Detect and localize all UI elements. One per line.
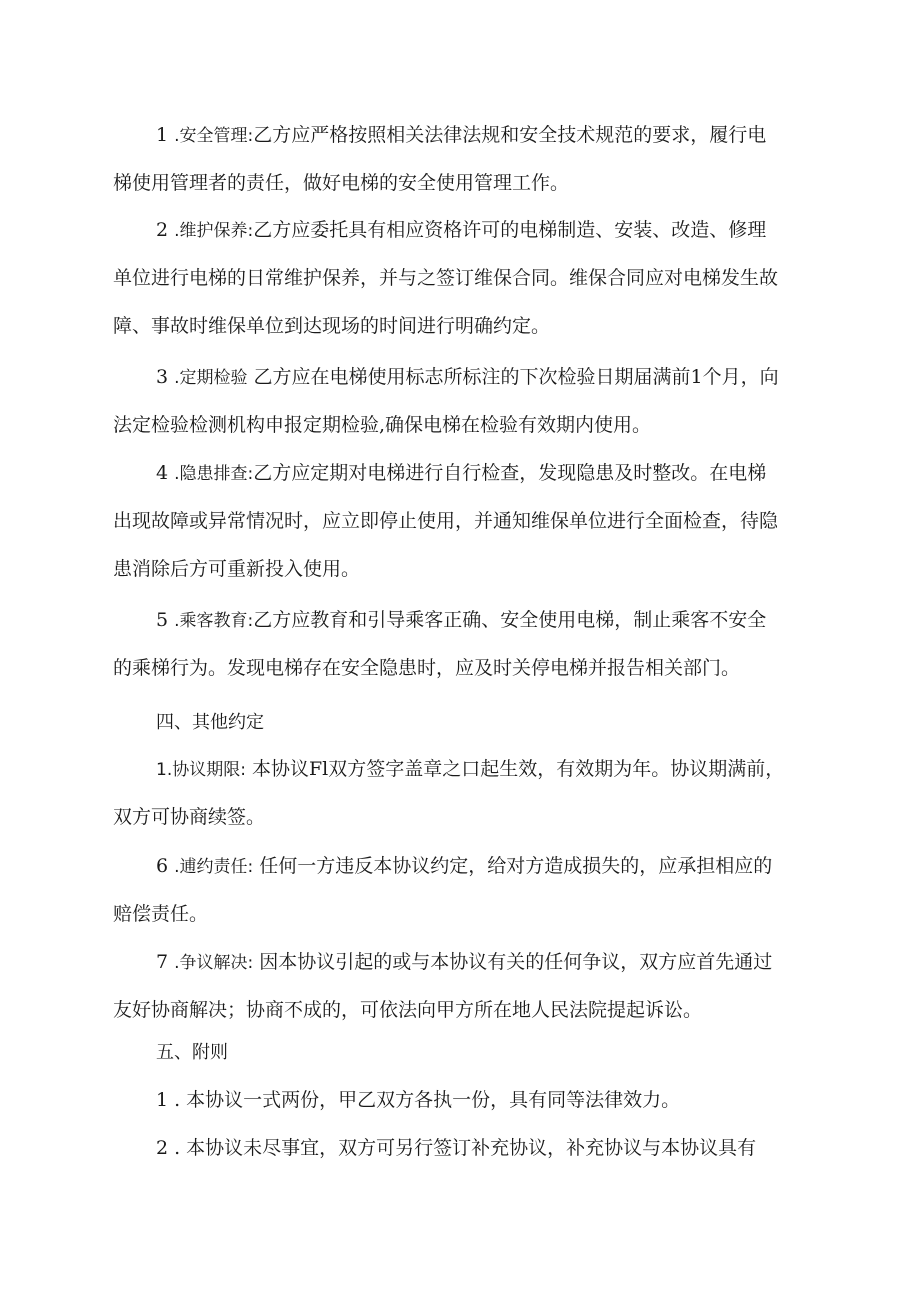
clause-line (113, 353, 813, 401)
section-heading-other-terms: 四、其他约定 (156, 712, 264, 733)
clause-keyword: .维护保养: (174, 221, 254, 241)
clause-text: 出现故障或异常情况时，应立即停止使用，并通知维保单位进行全面检查，待隐 (113, 510, 779, 532)
clause-number: 3 (156, 366, 169, 388)
clause-text: 乙方应委托具有相应资格许可的电梯制造、安装、改造、修理 (253, 219, 767, 241)
clause-number: 6 (156, 855, 169, 877)
clause-number: 1 (156, 124, 169, 146)
clause-keyword: .隐患排查: (174, 464, 254, 484)
clause-text: 单位进行电梯的日常维护保养，并与之签订维保合同。维保合同应对电梯发生故 (113, 267, 779, 289)
clause-line (113, 111, 813, 159)
clause-text: 梯使用管理者的责任，做好电梯的安全使用管理工作。 (113, 172, 570, 194)
clause-text: 乙方应教育和引导乘客正确、安全使用电梯，制止乘客不安全 (253, 609, 767, 631)
clause-text: 患消除后方可重新投入使用。 (113, 558, 361, 580)
clause-keyword: .安全管理: (174, 126, 254, 146)
clause-text: 友好协商解决；协商不成的，可依法向甲方所在地人民法院提起诉讼。 (113, 999, 703, 1021)
clause-text: 赔偿责任。 (113, 903, 209, 925)
clause-keyword: .逋约责任: (174, 857, 254, 877)
clause-text: 乙方应定期对电梯进行自行检查，发现隐患及时整改。在电梯 (253, 462, 767, 484)
clause-line (113, 842, 813, 890)
clause-text: 乙方应在电梯使用标志所标注的下次检验日期届满前1个月，向 (253, 366, 779, 388)
clause-dispute-resolution (113, 938, 813, 1034)
clause-text: 任何一方违反本协议约定，给对方造成损失的，应承担相应的 (259, 855, 773, 877)
clause-line (113, 745, 813, 793)
clause-copies (113, 1076, 813, 1124)
clause-line (113, 596, 813, 644)
clause-number: 4 (156, 462, 169, 484)
clause-text: . 本协议一式两份，甲乙双方各执一份，具有同等法律效力。 (174, 1089, 681, 1111)
clause-passenger-education (113, 596, 813, 692)
clause-term (113, 745, 813, 841)
clause-periodic-inspection (113, 353, 813, 449)
clause-text: 本协议Fl双方签字盖章之口起生效，有效期为年。协议期满前， (252, 758, 785, 780)
clause-text: 法定检验检测机构申报定期检验,确保电梯在检验有效期内使用。 (113, 414, 652, 436)
section-heading-supplementary: 五、附则 (156, 1042, 228, 1063)
clause-keyword: 1.协议期限: (156, 760, 246, 780)
clause-number: 2 (156, 1137, 169, 1159)
clause-line (113, 938, 813, 986)
clause-line (113, 449, 813, 497)
clause-line (113, 1124, 813, 1172)
clause-supplementary-agreement (113, 1124, 813, 1172)
clause-text: . 本协议未尽事宜，双方可另行签订补充协议，补充协议与本协议具有 (174, 1137, 757, 1159)
clause-hazard-check (113, 449, 813, 593)
clause-number: 1 (156, 1089, 169, 1111)
clause-number: 2 (156, 219, 169, 241)
clause-number: 5 (156, 609, 169, 631)
clause-text: 障、事故时维保单位到达现场的时间进行明确约定。 (113, 315, 551, 337)
clause-keyword: .乘客教育: (174, 611, 254, 631)
clause-maintenance (113, 206, 813, 350)
clause-safety-management (113, 111, 813, 207)
clause-text: 双方可协商续签。 (113, 806, 266, 828)
clause-text: 的乘梯行为。发现电梯存在安全隐患时，应及时关停电梯并报告相关部门。 (113, 657, 741, 679)
clause-text: 乙方应严格按照相关法律法规和安全技术规范的要求，履行电 (253, 124, 767, 146)
clause-breach-liability (113, 842, 813, 938)
clause-line (113, 1076, 813, 1124)
clause-keyword: .定期检验 (174, 368, 248, 388)
clause-number: 7 (156, 951, 169, 973)
clause-line (113, 206, 813, 254)
clause-text: 因本协议引起的或与本协议有关的任何争议，双方应首先通过 (259, 951, 773, 973)
clause-keyword: .争议解决: (174, 953, 254, 973)
